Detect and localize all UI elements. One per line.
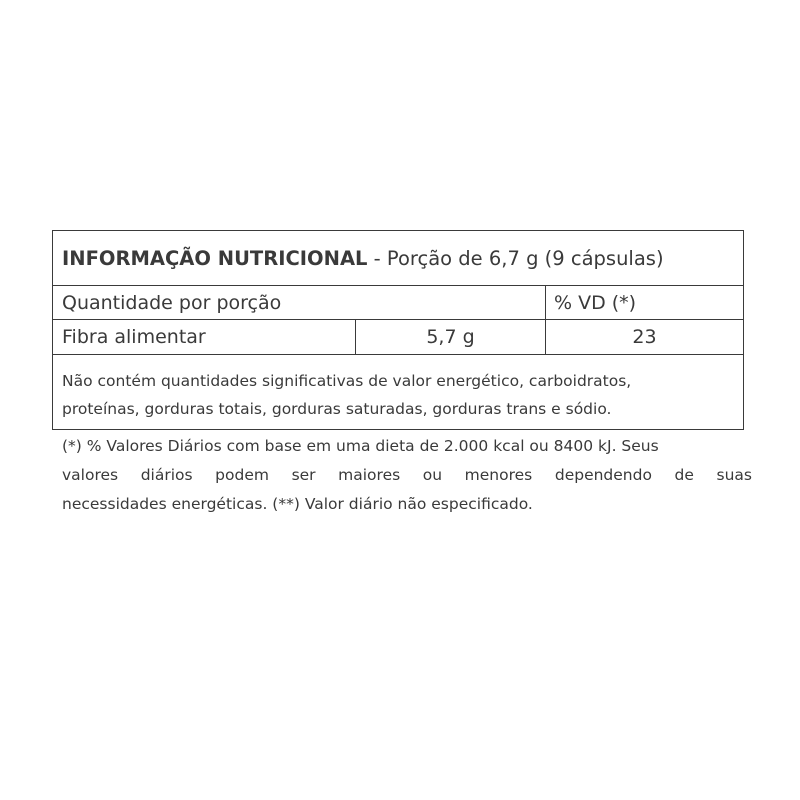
table-title-bold: INFORMAÇÃO NUTRICIONAL <box>62 246 368 270</box>
footnote-line-1: (*) % Valores Diários com base em uma dieta de 2.000 kcal ou 8400 kJ. Seus <box>62 437 659 455</box>
notice-line-2: proteínas, gorduras totais, gorduras saturadas, gorduras trans e sódio. <box>62 400 612 418</box>
table-header-row <box>53 286 743 320</box>
footnote-line-3: necessidades energéticas. (**) Valor diário não especificado. <box>62 495 533 513</box>
header-quantity: Quantidade por porção <box>62 291 282 314</box>
header-daily-value: % VD (*) <box>545 286 743 319</box>
table-title-portion: - Porção de 6,7 g (9 cápsulas) <box>367 246 664 270</box>
daily-value-footnote <box>62 432 752 519</box>
nutrition-facts-table <box>52 230 744 430</box>
table-row <box>53 320 743 355</box>
nutrition-notice <box>62 367 734 423</box>
nutrient-amount: 5,7 g <box>355 320 545 354</box>
table-title <box>53 231 743 286</box>
nutrient-name: Fibra alimentar <box>62 326 206 348</box>
nutrient-daily-value: 23 <box>545 320 743 354</box>
footnote-line-2: valores diários podem ser maiores ou menores dependendo de suas <box>62 466 752 484</box>
notice-line-1: Não contém quantidades significativas de valor energético, carboidratos, <box>62 372 632 390</box>
